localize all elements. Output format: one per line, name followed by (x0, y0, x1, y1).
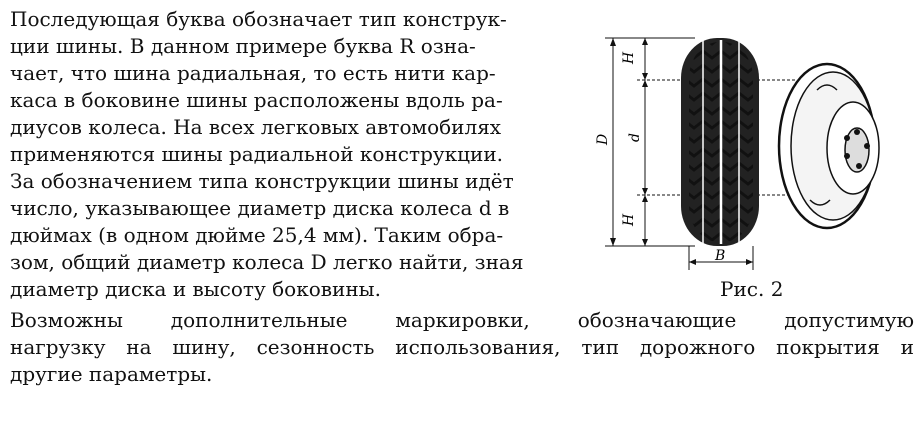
text-line: каса в боковине шины расположены вдоль ра- (10, 88, 503, 112)
text-line: применяются шины радиальной конструкции. (10, 142, 504, 166)
label-H-top: H (621, 51, 637, 64)
tire (681, 38, 759, 246)
label-D: D (595, 133, 611, 145)
text-line: диаметр диска и высоту боковины. (10, 277, 381, 301)
word: маркировки, (395, 308, 530, 332)
tire-diagram (595, 20, 915, 275)
word: обозначающие (577, 308, 737, 332)
word: сезонность (256, 335, 375, 359)
word: допустимую (784, 308, 914, 332)
text-line: зом, общий диаметр колеса D легко найти, зная (10, 250, 524, 274)
wheel-rim (779, 64, 879, 228)
text-line: За обозначением типа конструкции шины идёт (10, 169, 514, 193)
word: на (126, 335, 152, 359)
word: дорожного (639, 335, 756, 359)
figure-caption: Рис. 2 (720, 277, 784, 301)
justified-line (10, 307, 914, 334)
justified-line (10, 334, 914, 361)
label-B: B (715, 248, 726, 264)
word: покрытия (776, 335, 880, 359)
word: шину, (172, 335, 236, 359)
text-line: Последующая буква обозначает тип конструк- (10, 7, 507, 31)
word: и (900, 335, 914, 359)
text-line: ции шины. В данном примере буква R озна- (10, 34, 476, 58)
text-line: другие параметры. (10, 362, 213, 386)
text-line: диусов колеса. На всех легковых автомобилях (10, 115, 502, 139)
word: нагрузку (10, 335, 106, 359)
word: Возможны (10, 308, 123, 332)
word: дополнительные (170, 308, 348, 332)
text-line: чает, что шина радиальная, то есть нити кар- (10, 61, 496, 85)
word: тип (581, 335, 620, 359)
text-line: число, указывающее диаметр диска колеса d в (10, 196, 510, 220)
label-H-bottom: H (621, 213, 637, 226)
word: использования, (395, 335, 561, 359)
text-line: дюймах (в одном дюйме 25,4 мм). Таким обра- (10, 223, 504, 247)
label-d: d (627, 133, 643, 142)
